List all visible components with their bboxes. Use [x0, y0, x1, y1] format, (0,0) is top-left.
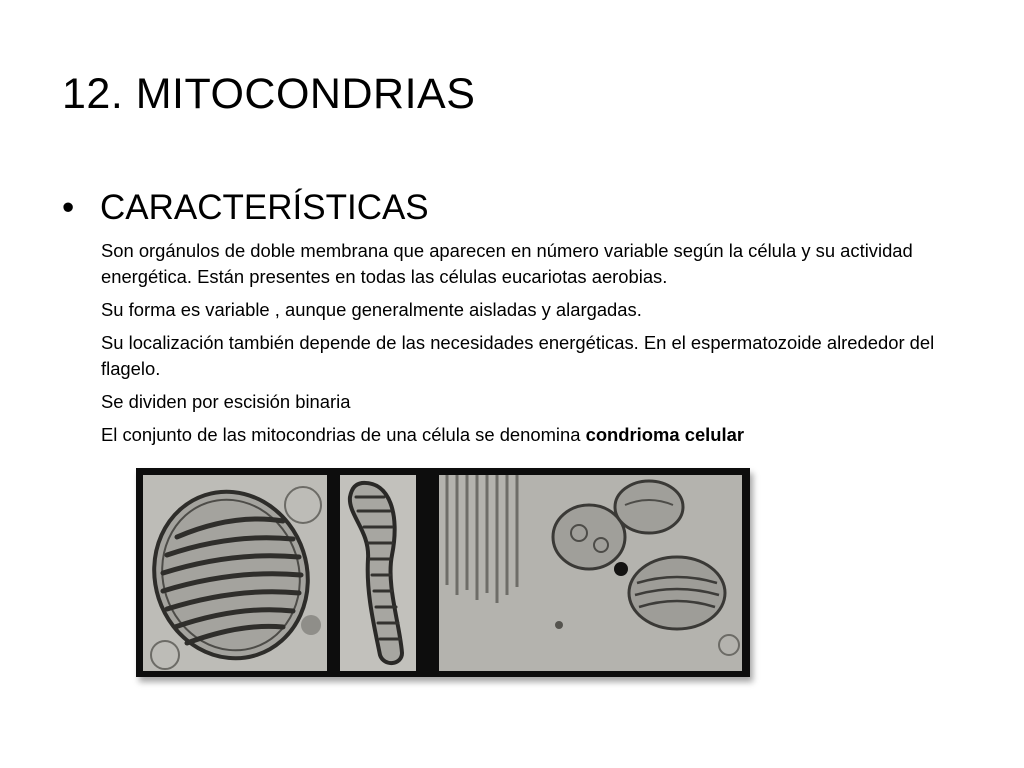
- slide-title: 12. MITOCONDRIAS: [62, 70, 476, 118]
- section-heading-text: CARACTERÍSTICAS: [100, 188, 429, 227]
- section-heading: [62, 188, 429, 228]
- paragraph-division: Se dividen por escisión binaria: [101, 391, 351, 412]
- body-text: [101, 238, 981, 455]
- elongated-mitochondrion-micrograph: [340, 475, 416, 671]
- bullet-marker: •: [62, 188, 75, 227]
- paragraph-definition: Son orgánulos de doble membrana que aparecen en número variable según la célula y su actividad energética. Están presentes en todas las células eucariotas aerobias.: [101, 240, 913, 287]
- mitochondria-cluster-micrograph: [439, 475, 742, 671]
- chondriome-term: condrioma celular: [585, 424, 745, 445]
- micrograph-figure: [136, 468, 750, 677]
- paragraph-chondriome: [101, 422, 981, 448]
- paragraph-location: Su localización también depende de las necesidades energéticas. En el espermatozoide alrededor del flagelo.: [101, 332, 935, 379]
- round-mitochondrion-micrograph: [143, 475, 327, 671]
- paragraph-chondriome-text: El conjunto de las mitocondrias de una célula se denomina: [101, 424, 586, 445]
- paragraph-shape: Su forma es variable , aunque generalmente aisladas y alargadas.: [101, 299, 642, 320]
